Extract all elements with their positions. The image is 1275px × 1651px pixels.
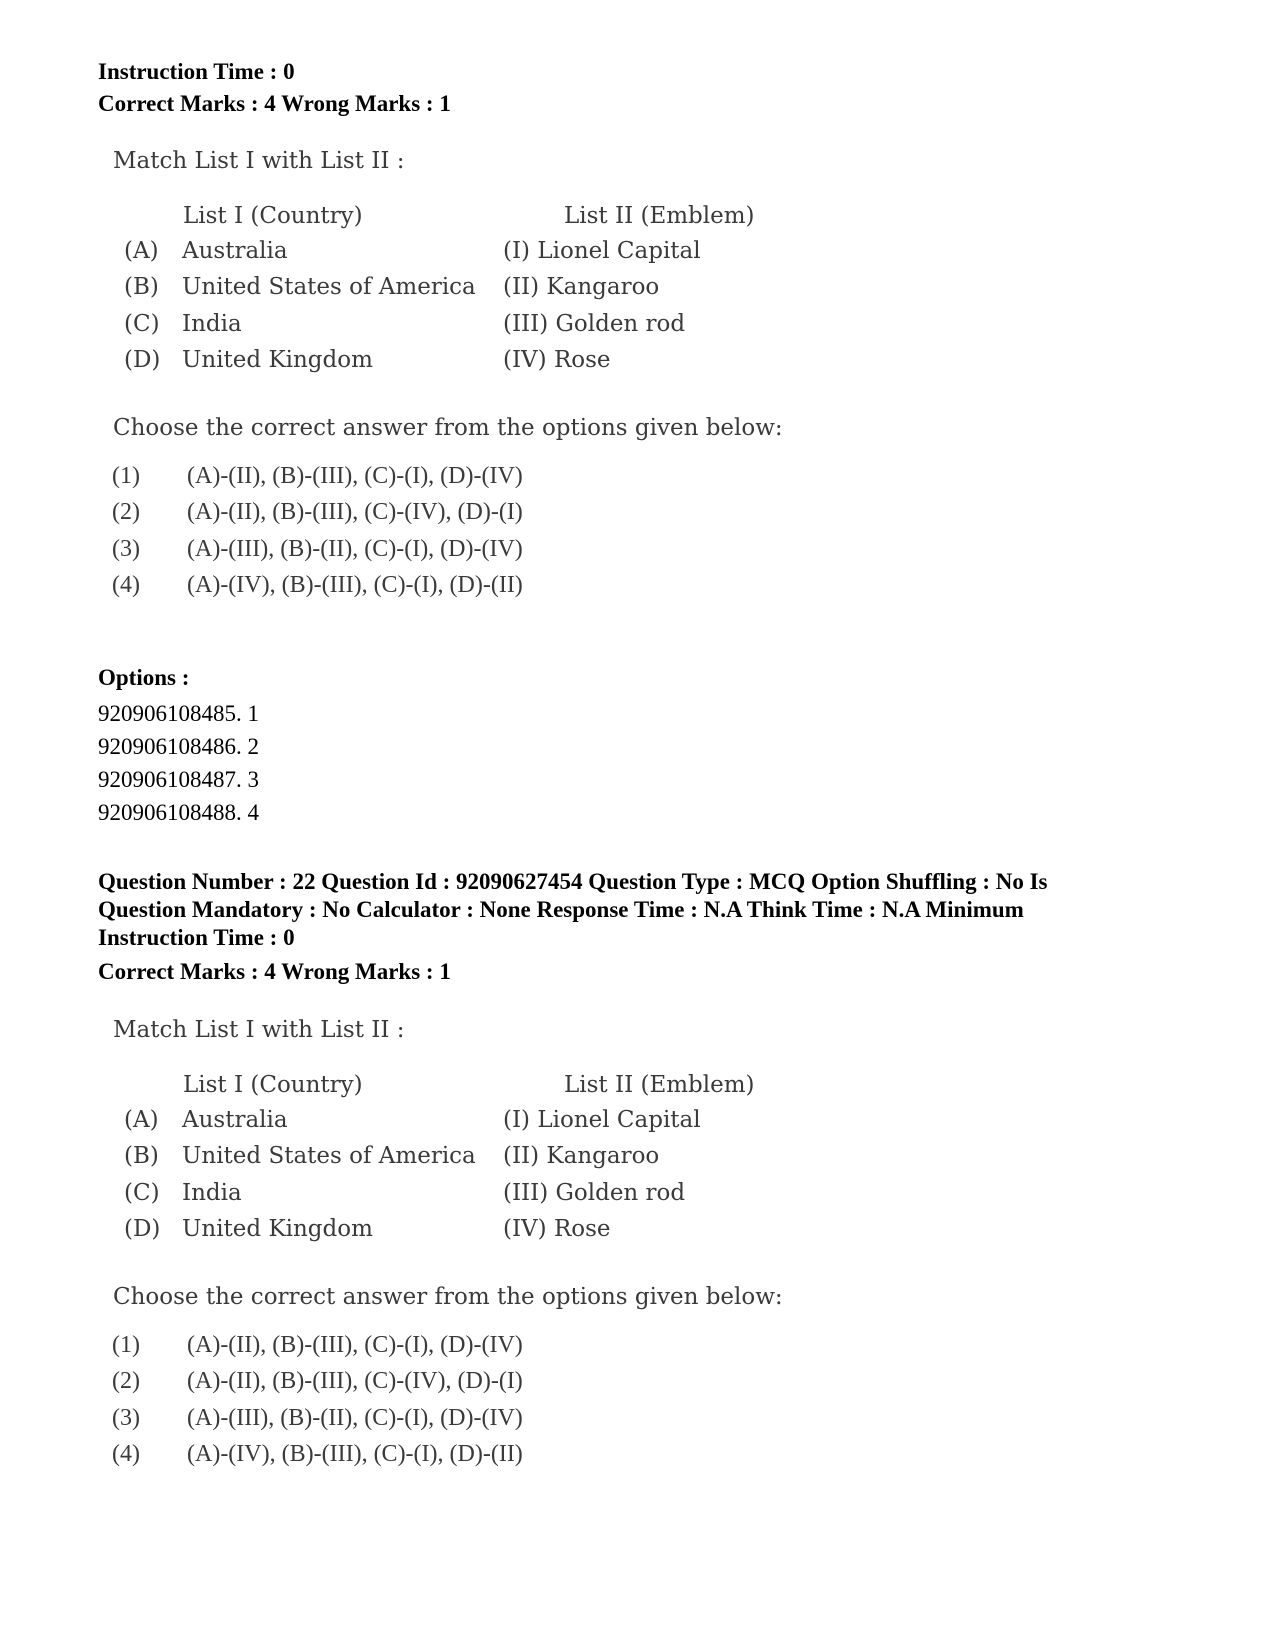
row-country: India (182, 311, 242, 337)
list2-header: List II (Emblem) (564, 203, 755, 229)
row-country: United Kingdom (182, 347, 373, 373)
option-text: (A)-(II), (B)-(III), (C)-(IV), (D)-(I) (187, 499, 523, 525)
row-country: United Kingdom (182, 1216, 373, 1242)
question-header-line: Instruction Time : 0 (98, 925, 295, 950)
row-letter: (A) (124, 238, 159, 264)
row-letter: (A) (124, 1107, 159, 1133)
row-country: United States of America (182, 274, 476, 300)
answer-option (98, 536, 798, 570)
row-emblem: (III) Golden rod (503, 311, 686, 337)
row-letter: (D) (124, 1216, 161, 1242)
row-emblem: (III) Golden rod (503, 1180, 686, 1206)
option-number: (4) (112, 1441, 140, 1467)
row-letter: (C) (124, 311, 160, 337)
list1-header: List I (Country) (183, 1072, 363, 1098)
question-prompt: Match List I with List II : (113, 148, 405, 174)
row-letter: (C) (124, 1180, 160, 1206)
question-prompt: Match List I with List II : (113, 1017, 405, 1043)
option-number: (2) (112, 499, 140, 525)
question-image (98, 148, 798, 668)
match-row (98, 238, 798, 272)
options-label: Options : (98, 665, 190, 690)
option-number: (3) (112, 1405, 140, 1431)
option-text: (A)-(III), (B)-(II), (C)-(I), (D)-(IV) (187, 1405, 523, 1431)
option-text: (A)-(IV), (B)-(III), (C)-(I), (D)-(II) (187, 1441, 523, 1467)
row-emblem: (I) Lionel Capital (503, 1107, 701, 1133)
answer-option (98, 1405, 798, 1439)
match-row (98, 1143, 798, 1177)
options-list (98, 697, 259, 829)
match-row (98, 347, 798, 381)
answer-option (98, 1368, 798, 1402)
question-header (98, 868, 1198, 952)
answer-option (98, 463, 798, 497)
option-text: (A)-(IV), (B)-(III), (C)-(I), (D)-(II) (187, 572, 523, 598)
option-id: 920906108486. 2 (98, 734, 259, 759)
option-text: (A)-(II), (B)-(III), (C)-(I), (D)-(IV) (187, 1332, 523, 1358)
list1-header: List I (Country) (183, 203, 363, 229)
row-emblem: (IV) Rose (503, 347, 611, 373)
option-id: 920906108488. 4 (98, 800, 259, 825)
answer-option (98, 1332, 798, 1366)
row-country: India (182, 1180, 242, 1206)
option-text: (A)-(II), (B)-(III), (C)-(I), (D)-(IV) (187, 463, 523, 489)
instruction-time: Instruction Time : 0 (98, 59, 295, 84)
option-id: 920906108485. 1 (98, 701, 259, 726)
question-header-line: Question Number : 22 Question Id : 92090627454 Question Type : MCQ Option Shuffling : No Is (98, 869, 1048, 894)
marks-line: Correct Marks : 4 Wrong Marks : 1 (98, 91, 451, 116)
option-text: (A)-(II), (B)-(III), (C)-(IV), (D)-(I) (187, 1368, 523, 1394)
row-emblem: (II) Kangaroo (503, 274, 660, 300)
choose-instruction: Choose the correct answer from the options given below: (113, 415, 783, 441)
option-id: 920906108487. 3 (98, 767, 259, 792)
marks-line: Correct Marks : 4 Wrong Marks : 1 (98, 959, 451, 984)
match-row (98, 311, 798, 345)
option-number: (1) (112, 1332, 140, 1358)
row-emblem: (IV) Rose (503, 1216, 611, 1242)
answer-option (98, 499, 798, 533)
question-header-line: Question Mandatory : No Calculator : None Response Time : N.A Think Time : N.A Minimum (98, 897, 1024, 922)
choose-instruction: Choose the correct answer from the options given below: (113, 1284, 783, 1310)
row-letter: (B) (124, 274, 159, 300)
match-row (98, 1180, 798, 1214)
row-letter: (D) (124, 347, 161, 373)
answer-option (98, 1441, 798, 1475)
match-row (98, 1107, 798, 1141)
option-number: (3) (112, 536, 140, 562)
row-country: Australia (182, 238, 288, 264)
list2-header: List II (Emblem) (564, 1072, 755, 1098)
option-number: (2) (112, 1368, 140, 1394)
row-emblem: (I) Lionel Capital (503, 238, 701, 264)
row-letter: (B) (124, 1143, 159, 1169)
match-row (98, 1216, 798, 1250)
option-text: (A)-(III), (B)-(II), (C)-(I), (D)-(IV) (187, 536, 523, 562)
option-number: (4) (112, 572, 140, 598)
match-row (98, 274, 798, 308)
row-emblem: (II) Kangaroo (503, 1143, 660, 1169)
option-number: (1) (112, 463, 140, 489)
answer-option (98, 572, 798, 606)
question-image (98, 1017, 798, 1537)
row-country: United States of America (182, 1143, 476, 1169)
row-country: Australia (182, 1107, 288, 1133)
